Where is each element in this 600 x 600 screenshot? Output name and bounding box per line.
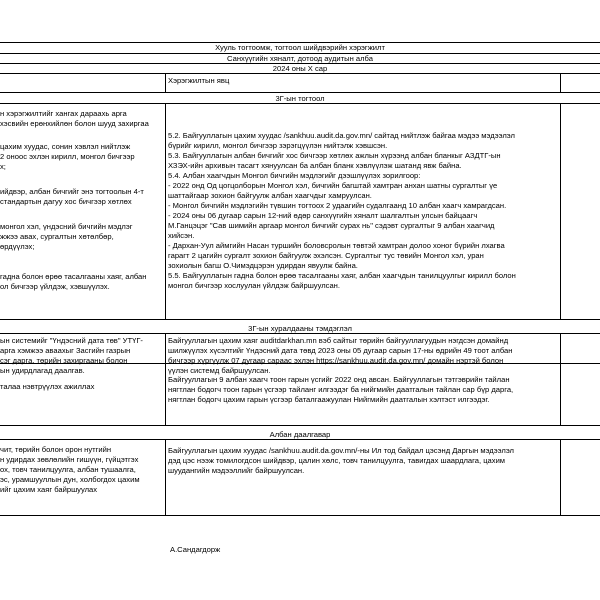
text-line: арга хэмжээ аваахыг Засгийн газрын: [0, 346, 131, 356]
left-text-block: [0, 142, 135, 172]
text-line: Байгууллагын цахим хуудас /sankhuu.audit.da.gov.mn/-ны Ил тод байдал цэсэнд Даргын мэдээлэл: [168, 446, 514, 455]
text-line: монгол хэл, үндэсний бичгийн мэдлэг: [0, 222, 133, 231]
text-line: ол бичгээр үйлдэж, хэвшүүлэх.: [0, 282, 110, 292]
text-line: нягтлан бодогч тоон гарын үсгээр тайланг илгээдэг ба нийгмийн даатгалын тайлан сар бүр дарга,: [168, 385, 514, 395]
text-line: - Дархан-Уул аймгийн Насан туршийн боловсролын төвтэй хамтран долоо хоног бүрийн лхагва: [168, 241, 505, 251]
signature-name: А.Сандагдорж: [170, 545, 221, 554]
department-name: Санхүүгийн хяналт, дотоод аудитын алба: [227, 54, 373, 63]
text-line: шилжүүлэх хүсэлтийг Үндэсний дата төвд 2023 оны 05 дугаар сарын 17-ны өдрийн 49 тоот албан: [168, 346, 513, 356]
rule-s1-end: [0, 319, 600, 320]
text-line: - Монгол бичгийн мэдлэгийн түвшин тогтоох 2 удаагийн судалгаанд 10 албан хаагч хамрагдсан.: [168, 201, 507, 211]
text-line: үүлэн системд байршуулсан.: [168, 366, 271, 376]
right-text-block: [168, 131, 516, 291]
text-line: ын системийг "Үндэсний дата төв" УТҮГ-: [0, 336, 143, 345]
right-border-colhead: [560, 73, 561, 92]
text-line: нягтлан бодогч цахим гарын үсгээр баталгаажуулан Нийгмийн даатгалын хэлтэст илгээдэг.: [168, 395, 490, 405]
column-header-progress: Хэрэгжилтын явц: [168, 76, 230, 85]
right-text-block: [168, 375, 513, 405]
text-line: талаа нэвтрүүлэх ажиллах: [0, 382, 95, 391]
right-border-s3: [560, 439, 561, 515]
text-line: цахим хуудас, сонин хэвлэл нийтлэж: [0, 142, 131, 151]
left-text-block: [0, 109, 149, 129]
left-text-block: [0, 382, 94, 392]
text-line: н удирдах зөвлөлийн гишүүн, гүйцэтгэх: [0, 455, 139, 465]
text-line: монгол бичгээр хослуулан үйлдэж байршуулсан.: [168, 281, 340, 291]
text-line: 5.3. Байгууллагын албан бичгийг хос бичгээр хөтлөх ажлын хүрээнд албан бланкыг АЗДТГ-ын: [168, 151, 501, 161]
col-divider-s3: [165, 439, 166, 515]
rule-colhead: [0, 92, 600, 93]
text-line: стандартын дагуу хос бичгээр хөтлөх: [0, 197, 132, 207]
text-line: бүрийг кирилл, монгол бичгээр зэрэгцүүлэн нийтэлж хэвшсэн.: [168, 141, 388, 151]
left-text-block: [0, 272, 146, 292]
text-line: ийдвэр, албан бичгийг энэ тогтоолын 4-т: [0, 187, 144, 196]
col-divider-s1: [165, 103, 166, 319]
col-divider-s2: [165, 333, 166, 425]
left-text-block: [0, 222, 133, 252]
section-header-resolution: 3Г-ын тогтоол: [275, 94, 325, 103]
text-line: шаттайгаар зохион байгуулж албан хаагчдыг хамруулсан.: [168, 191, 372, 201]
text-line: өрдүүлэх;: [0, 242, 35, 252]
text-line: ХЗЭХ-ийн архивын тасагт хянуулсан ба албан бланк хэвлүүлэж шатанд явж байна.: [168, 161, 462, 171]
right-border-s1: [560, 103, 561, 319]
text-line: шуудангийн мэдээллийг байршуулсан.: [168, 466, 305, 476]
text-line: эс, урамшууллын дун, холбогдох цахим: [0, 475, 140, 485]
rule-s2-end: [0, 425, 600, 426]
left-text-block: [0, 187, 144, 207]
text-line: чит, төрийн болон орон нутгийн: [0, 445, 112, 454]
text-line: - 2022 онд Од цогцолборын Монгол хэл, бичгийн багштай хамтран анхан шатны сургалтыг үе: [168, 181, 498, 191]
text-line: хийсэн.: [168, 231, 195, 241]
text-line: н хэрэгжилтийг хангах дараахь арга: [0, 109, 127, 118]
text-line: хэсвийн ерөнхийлөн болон шууд захиргаа: [0, 119, 149, 129]
text-line: ийг цахим хаяг байршуулах: [0, 485, 98, 495]
right-text-block: [168, 446, 514, 476]
text-line: сэг дарга, төрийн захиргааны болон: [0, 356, 128, 366]
rule-bottom: [0, 515, 600, 516]
text-line: дэд цэс нээж томилогдсон шийдвэр, цалин хөлс, товч танилцуулга, тавигдах шаардлага, цахим: [168, 456, 506, 466]
left-text-block: [0, 336, 143, 376]
right-text-block: [168, 336, 512, 376]
text-line: гадна болон өрөө тасалгааны хаяг, албан: [0, 272, 147, 281]
text-line: Байгууллагын цахим хаяг auditdarkhan.mn вэб сайтыг төрийн байгууллагуудын нэгдсэн домайнд: [168, 336, 509, 345]
text-line: - 2024 оны 06 дугаар сарын 12-ний өдөр санхүүгийн хяналт шалгалтын улсын байцаагч: [168, 211, 478, 221]
report-period: 2024 оны X сар: [272, 64, 328, 73]
text-line: жжээ авах, сургалтын хөтөлбөр,: [0, 232, 114, 242]
document-title: Хууль тогтоомж, тогтоол шийдвэрийн хэрэгжилт: [215, 43, 385, 52]
text-line: Байгууллагын 9 албан хаагч тоон гарын үсгийг 2022 онд авсан. Байгууллагын тэтгэврийн тайлан: [168, 375, 510, 384]
text-line: ын удирдлагад даалгав.: [0, 366, 85, 376]
text-line: М.Ганцэцэг "Сав шимийн аргаар монгол бичгийг сурах нь" сэдэвт сургалтыг 9 албан хаагчид: [168, 221, 495, 231]
text-line: 5.4. Албан хаагчдын Монгол бичгийн мэдлэгийг дээшлүүлэх зорилгоор:: [168, 171, 421, 181]
section-header-official-assignment: Албан даалгавар: [269, 430, 331, 439]
text-line: 2 оноос эхлэн кирилл, монгол бичгээр: [0, 152, 135, 162]
col-divider-colhead: [165, 73, 166, 92]
left-text-block: [0, 445, 140, 495]
section-header-meeting-minutes: 3Г-ын хуралдааны тэмдэглэл: [248, 324, 352, 333]
text-line: бичгээр хүргүүлж 07 дугаар сараас эхлэн https://sankhuu.audit.da.gov.mn/ домайн нэртэй болон: [168, 356, 504, 366]
text-line: ох, товч танилцуулга, албан тушаалга,: [0, 465, 136, 475]
right-border-s2: [560, 333, 561, 425]
text-line: 5.5. Байгууллагын гадна болон өрөө тасалгааны хаяг, албан хаагчдын танилцуулгыг кирилл болон: [168, 271, 516, 281]
text-line: х;: [0, 162, 6, 172]
text-line: зохиолын багш О.Чимэдцэрэн удирдан явуулж байна.: [168, 261, 358, 271]
text-line: 5.2. Байгууллагын цахим хуудас /sankhuu.audit.da.gov.mn/ сайтад нийтлэж байгаа мэдээ мэдээлэл: [168, 131, 515, 140]
text-line: гарагт 2 цагийн сургалт зохион байгуулж эхэлсэн. Сургалтыг тус төвийн Монгол хэл, уран: [168, 251, 484, 261]
